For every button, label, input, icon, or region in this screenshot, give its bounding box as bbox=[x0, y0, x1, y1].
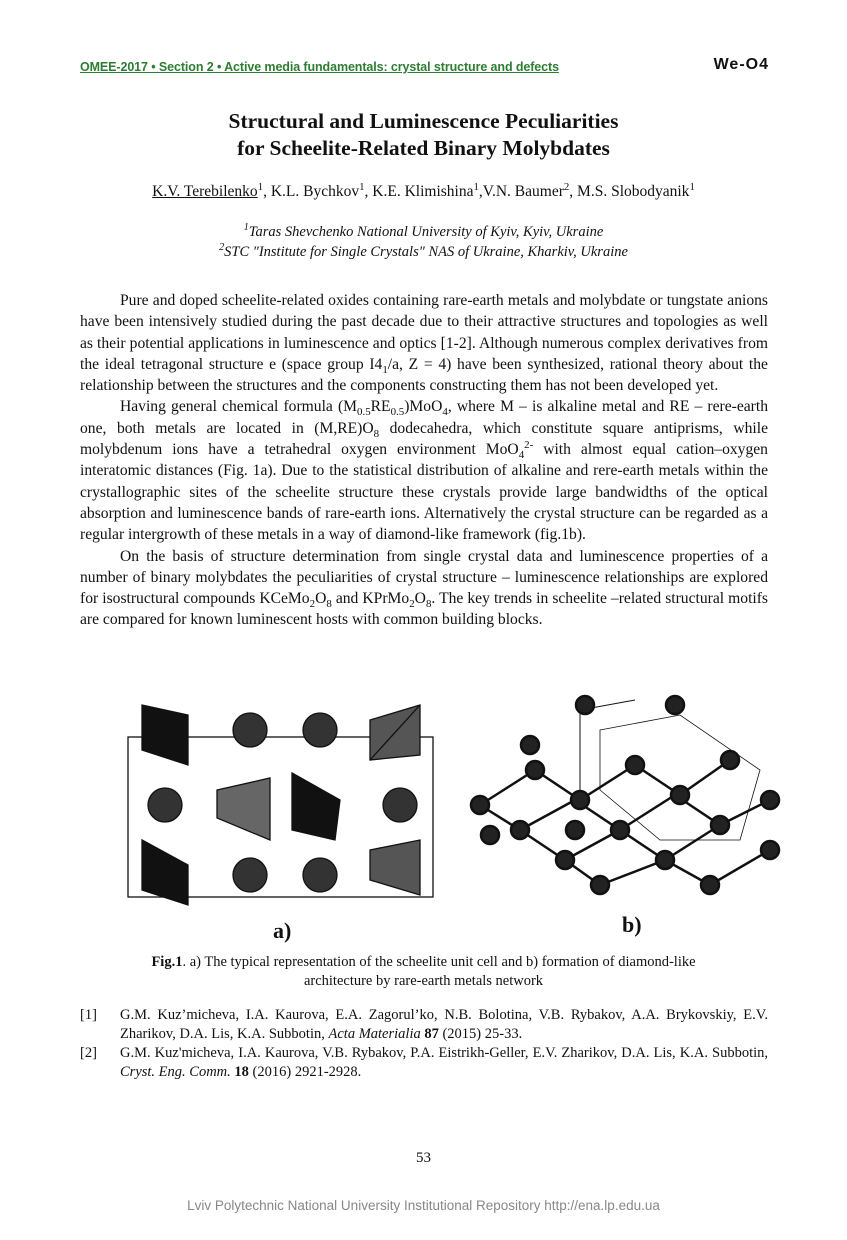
body-text bbox=[80, 290, 768, 631]
text-run: with almost equal cation–oxygen interatomic distances (Fig. 1a). Due to the statistical distribution of alkaline and rere-earth metals within the crystallographic sites of the scheelite structure these crystals provide large bandwidths of the optical absorption and luminescence bands of rare-earth ions. Alternatively the crystal structure can be regarded as a regular intergrowth of these metals in a way of diamond-like framework (fig.1b). bbox=[80, 441, 768, 544]
text-run: 1 bbox=[473, 180, 479, 193]
title-line-1: Structural and Luminescence Peculiarities bbox=[228, 109, 619, 133]
affiliation-1 bbox=[0, 222, 847, 242]
text-run: (2015) 25-33. bbox=[438, 1026, 523, 1042]
figure-1a-unit-cell bbox=[128, 705, 433, 905]
text-run: Taras Shevchenko National University of Kyiv, Kyiv, Ukraine bbox=[248, 224, 604, 240]
text-run: , bbox=[263, 183, 267, 200]
text-run: 0.5 bbox=[357, 406, 371, 419]
figure-label-b: b) bbox=[622, 912, 642, 937]
reference-1 bbox=[80, 1006, 768, 1044]
text-run: 2- bbox=[524, 438, 534, 451]
text-run: 1 bbox=[689, 180, 695, 193]
paragraph-1 bbox=[80, 290, 768, 396]
text-run: Having general chemical formula (M bbox=[120, 398, 358, 416]
text-run: Pure and doped scheelite-related oxides containing rare-earth metals and molybdate or tungstate anions have been intensively studied during the past decade due to their attractive structures and topologies as well as their potential applications in luminescence and optics [1-2]. Although numerous complex derivatives from the ideal tetragonal structure e (space group I4 bbox=[80, 292, 768, 373]
text-run: 18 bbox=[234, 1064, 249, 1080]
affiliations bbox=[0, 222, 847, 262]
title-line-2: for Scheelite-Related Binary Molybdates bbox=[237, 136, 610, 160]
text-run: , K.E. Klimishina bbox=[364, 183, 474, 200]
text-run: , M.S. Slobodyanik bbox=[569, 183, 690, 200]
caption-line-1 bbox=[0, 953, 847, 972]
text-run: 2 bbox=[409, 598, 415, 611]
text-run: G.M. Kuz’micheva, I.A. Kaurova, E.A. Zagorul’ko, N.B. Bolotina, V.B. Rybakov, A.A. Brykovskiy, E.V. Zharikov, D.A. Lis, K.A. Subbotin, bbox=[120, 1007, 768, 1042]
page-number: 53 bbox=[416, 1150, 431, 1166]
caption-line-2 bbox=[0, 972, 847, 991]
text-run: 4 bbox=[518, 449, 525, 462]
text-run: Acta Materialia bbox=[328, 1026, 421, 1042]
text-run: ,V.N. Baumer bbox=[478, 183, 564, 200]
text-run: 87 bbox=[424, 1026, 439, 1042]
reference-text bbox=[120, 1044, 768, 1082]
text-run: 8 bbox=[425, 598, 432, 611]
text-run: , where M – is alkaline metal and RE – rere-earth one, both metals are located in (M,RE)O bbox=[80, 398, 768, 437]
reference-2 bbox=[80, 1044, 768, 1082]
text-run: 1 bbox=[243, 222, 249, 234]
figure-1 bbox=[120, 690, 800, 920]
authors bbox=[0, 180, 847, 201]
text-run: 2 bbox=[563, 180, 570, 193]
repository-footer: Lviv Polytechnic National University Institutional Repository http://ena.lp.edu.ua bbox=[187, 1198, 660, 1213]
text-run: O bbox=[315, 590, 327, 608]
text-run: architecture by rare-earth metals network bbox=[303, 973, 544, 989]
figure-1b-diamond-network bbox=[471, 696, 779, 894]
session-code: We-O4 bbox=[713, 56, 769, 73]
text-run: Fig.1 bbox=[151, 954, 183, 970]
text-run: 8 bbox=[373, 427, 380, 440]
affiliation-2 bbox=[0, 242, 847, 262]
text-run: STC "Institute for Single Crystals" NAS of Ukraine, Kharkiv, Ukraine bbox=[224, 244, 628, 260]
text-run: 0.5 bbox=[390, 406, 405, 419]
text-run: O bbox=[414, 590, 426, 608]
paper-title bbox=[0, 108, 847, 162]
reference-number: [1] bbox=[80, 1007, 97, 1023]
text-run: 8 bbox=[326, 598, 332, 611]
figure-caption bbox=[0, 953, 847, 991]
text-run: RE bbox=[370, 398, 391, 416]
text-run: K.L. Bychkov bbox=[266, 183, 360, 200]
text-run: 1 bbox=[382, 364, 388, 376]
text-run: 2 bbox=[219, 242, 225, 254]
reference-text bbox=[120, 1006, 768, 1044]
text-run: K.V. Terebilenko bbox=[152, 183, 258, 200]
reference-number: [2] bbox=[80, 1045, 97, 1061]
text-run: . The key trends in scheelite –related structural motifs are compared for known luminescent hosts with common building blocks. bbox=[80, 590, 769, 629]
text-run: /a, Z = 4) have been synthesized, rational theory about the relationship between the structures and the components constructing them has not been developed yet. bbox=[80, 355, 768, 395]
text-run: 4 bbox=[442, 406, 448, 419]
text-run: Cryst. Eng. Comm. bbox=[120, 1064, 231, 1080]
text-run: 1 bbox=[359, 180, 365, 193]
text-run: 2 bbox=[309, 598, 316, 611]
text-run: . a) The typical representation of the scheelite unit cell and b) formation of diamond-like bbox=[182, 954, 696, 970]
running-head: OMEE-2017 • Section 2 • Active media fundamentals: crystal structure and defects bbox=[80, 60, 559, 74]
paragraph-3 bbox=[80, 546, 768, 631]
text-run: 1 bbox=[257, 180, 264, 193]
paragraph-2 bbox=[80, 396, 768, 545]
text-run: (2016) 2921-2928. bbox=[248, 1064, 362, 1080]
text-run: and KPrMo bbox=[331, 590, 410, 608]
references bbox=[80, 1006, 768, 1082]
text-run: G.M. Kuz'micheva, I.A. Kaurova, V.B. Rybakov, P.A. Eistrikh-Geller, E.V. Zharikov, D.A. Lis, K.A. Subbotin, bbox=[120, 1045, 768, 1061]
figure-label-a: a) bbox=[273, 918, 292, 943]
text-run: On the basis of structure determination from single crystal data and luminescence properties of a number of binary molybdates the peculiarities of crystal structure – luminescence relationships are explored for isostructural compounds KCeMo bbox=[80, 547, 768, 608]
text-run: )MoO bbox=[404, 398, 443, 416]
text-run: dodecahedra, which constitute square antiprisms, while molybdenum ions have a tetrahedral oxygen environment MoO bbox=[80, 419, 768, 459]
